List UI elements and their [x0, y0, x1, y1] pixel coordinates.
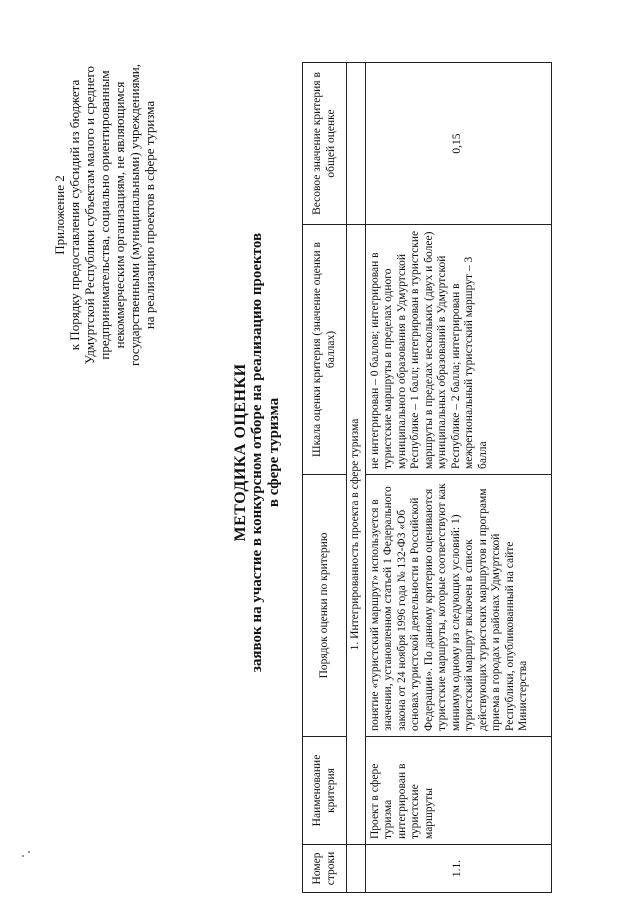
header-procedure: Порядок оценки по критерию — [303, 475, 347, 737]
section-empty-cell — [347, 63, 366, 225]
appendix-line: некоммерческим организациям, не являющимся — [112, 81, 127, 349]
row-number: 1.1. — [365, 845, 551, 893]
criteria-table — [302, 62, 552, 893]
title-line-2: заявок на участие в конкурсном отборе на реализацию проектов — [249, 232, 265, 673]
scan-speck — [28, 851, 30, 853]
table-header-row — [303, 63, 347, 893]
table-row — [365, 63, 551, 893]
header-scale: Шкала оценки критерия (значение оценки в баллах) — [303, 225, 347, 475]
section-row — [347, 63, 366, 893]
appendix-line: к Порядку предоставления субсидий из бюджета — [67, 79, 82, 351]
header-weight: Весовое значение критерия в общей оценке — [303, 63, 347, 225]
appendix-line: предпринимательства, социально ориентированным — [97, 70, 112, 360]
header-row-number: Номер строки — [303, 845, 347, 893]
appendix-line: на реализацию проектов в сфере туризма — [142, 100, 157, 330]
evaluation-scale: не интегрирован – 0 баллов; интегрирован в туристские маршруты в пределах одного муниципального образования в Удмуртской Республике – 1 балл; интегрирован в туристские маршруты в пределах нескольких (двух и более) муниципальных образований в Удмуртской Республике – 2 балла; интегрирован в межрегиональный туристский маршрут – 3 балла — [365, 225, 551, 475]
title-line-1: МЕТОДИКА ОЦЕНКИ — [232, 363, 249, 542]
appendix-line: Приложение 2 — [52, 175, 67, 255]
section-title: 1. Интегрированность проекта в сфере туризма — [347, 225, 366, 845]
section-empty-cell — [347, 845, 366, 893]
appendix-block — [52, 50, 157, 380]
criterion-weight: 0,15 — [365, 63, 551, 225]
header-criterion-name: Наименование критерия — [303, 737, 347, 845]
appendix-line: государственными (муниципальными) учреждениями, — [127, 64, 142, 366]
document-title — [232, 0, 283, 905]
scan-speck — [22, 855, 24, 857]
evaluation-procedure: понятие «туристский маршрут» используется в значении, установленном статьей 1 Федерального закона от 24 ноября 1996 года № 132-ФЗ «Об основах туристской деятельности в Российской Федерации». По данному критерию оцениваются туристские маршруты, которые соответствуют как минимум одному из следующих условий: 1) туристский маршрут включен в список действующих туристских маршрутов и программ приема в городах и районах Удмуртской Республики, опубликованный на сайте Министерства — [365, 475, 551, 737]
appendix-line: Удмуртской Республики субъектам малого и среднего — [82, 65, 97, 365]
criterion-name: Проект в сфере туризма интегрирован в туристские маршруты — [365, 737, 551, 845]
title-line-3: в сфере туризма — [266, 397, 282, 508]
